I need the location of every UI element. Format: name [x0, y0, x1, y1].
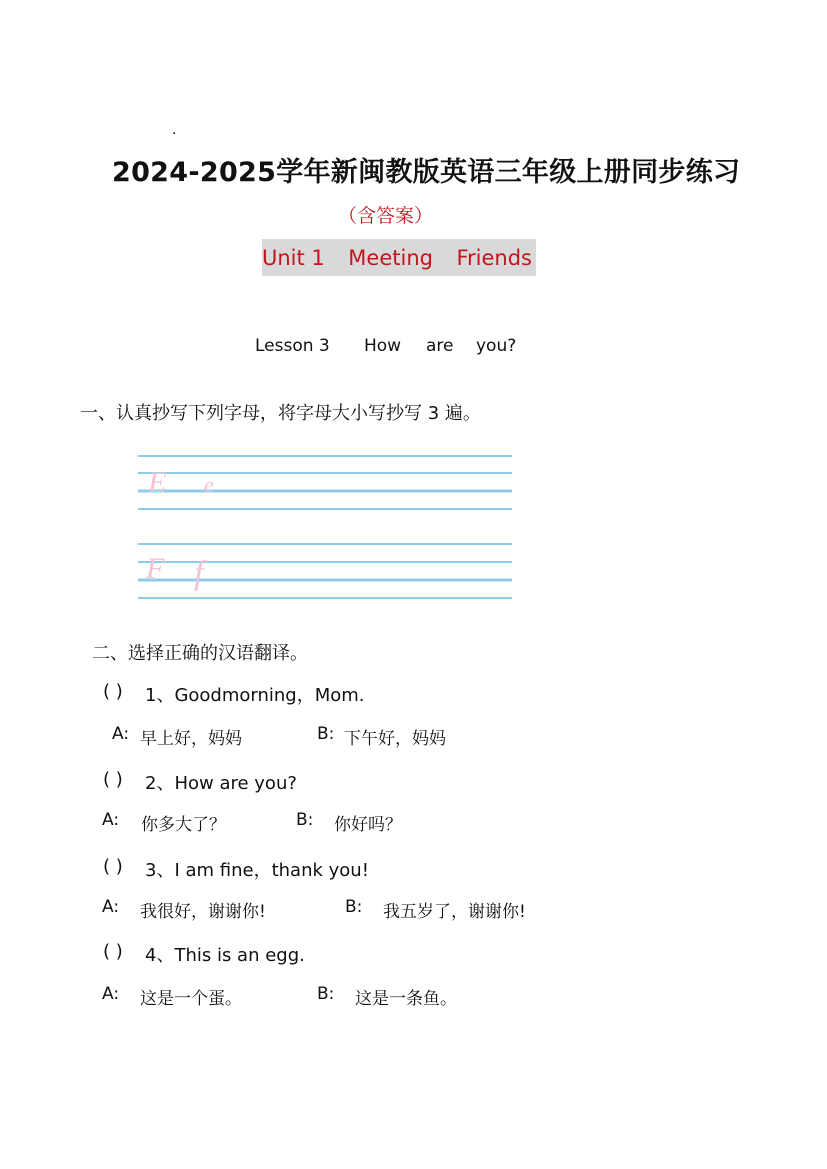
option-b-text: 这是一条鱼。: [355, 989, 457, 1009]
option-a-label: A:: [102, 984, 120, 1004]
header-dot: .: [172, 122, 177, 138]
section2-title: 二、选择正确的汉语翻译。: [92, 643, 308, 664]
option-a-label: A:: [102, 897, 120, 917]
option-b-label: B:: [317, 724, 335, 744]
unit-word-friends: Friends: [456, 245, 532, 270]
question-text: 2、How are you?: [145, 773, 297, 794]
lesson-word-are: are: [426, 336, 454, 356]
writing-block-f: [138, 544, 512, 598]
question-text: 1、Goodmorning，Mom.: [145, 685, 365, 706]
question-text: 4、This is an egg.: [145, 945, 305, 966]
writing-block-e: [138, 456, 512, 509]
answer-blank[interactable]: ( ): [103, 941, 123, 962]
letter-upper: E: [148, 466, 167, 499]
option-a-text: 你多大了？: [141, 815, 226, 835]
option-a-label: A:: [112, 724, 130, 744]
page-title: 2024-2025学年新闽教版英语三年级上册同步练习: [112, 157, 741, 188]
question-text: 3、I am fine，thank you!: [145, 860, 369, 881]
unit-number: Unit 1: [262, 245, 325, 270]
handwriting-lines: [136, 452, 514, 604]
answer-blank[interactable]: ( ): [103, 769, 123, 790]
letter-lower: f: [194, 555, 204, 592]
option-b-label: B:: [296, 810, 314, 830]
option-a-text: 早上好，妈妈: [140, 729, 242, 749]
letter-upper: F: [146, 552, 165, 585]
option-a-text: 我很好，谢谢你!: [140, 902, 266, 922]
unit-word-meeting: Meeting: [348, 245, 433, 270]
lesson-word-how: How: [364, 336, 402, 356]
lesson-number: Lesson 3: [255, 336, 330, 356]
option-b-text: 我五岁了，谢谢你!: [383, 902, 526, 922]
answer-blank[interactable]: ( ): [103, 681, 123, 702]
option-b-text: 你好吗？: [334, 815, 402, 835]
option-a-label: A:: [102, 810, 120, 830]
lesson-word-you: you?: [476, 336, 517, 356]
letter-lower: e: [204, 472, 214, 497]
answer-blank[interactable]: ( ): [103, 856, 123, 877]
page-subtitle: （含答案）: [338, 205, 434, 227]
unit-banner: [262, 239, 536, 276]
section1-title: 一、认真抄写下列字母，将字母大小写抄写 3 遍。: [80, 403, 481, 424]
option-b-text: 下午好，妈妈: [344, 729, 446, 749]
option-b-label: B:: [317, 984, 335, 1004]
option-b-label: B:: [345, 897, 363, 917]
option-a-text: 这是一个蛋。: [140, 989, 242, 1009]
